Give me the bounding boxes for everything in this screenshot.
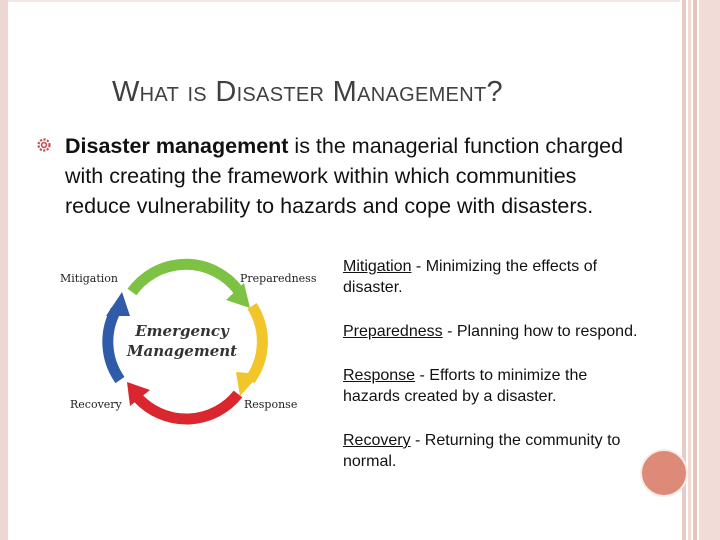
decorative-circle [640, 449, 688, 497]
phase-term: Response [343, 367, 416, 384]
phase-term: Preparedness [343, 323, 443, 340]
diagram-center-line-1: Emergency [135, 322, 229, 340]
slide-border-left [0, 0, 8, 540]
diagram-center-line-2: Management [126, 342, 238, 360]
diagram-label-recovery: Recovery [70, 398, 122, 411]
intro-paragraph [65, 131, 625, 221]
phase-desc: - Efforts to minimize the hazards created by a disaster. [343, 367, 588, 405]
slide-border-top [8, 0, 680, 2]
phase-list [343, 256, 643, 495]
phase-item-response [343, 365, 643, 407]
phase-desc: - Minimizing the effects of disaster. [343, 258, 598, 296]
intro-term: Disaster management [65, 134, 289, 158]
diagram-label-response: Response [244, 398, 298, 411]
phase-item-recovery [343, 430, 643, 472]
decor-stripe [699, 0, 720, 540]
phase-desc: - Planning how to respond. [442, 323, 638, 340]
intro-text: is the managerial function charged with creating the framework within which communities reduce vulnerability to hazards and cope with disasters. [65, 134, 624, 218]
diagram-label-preparedness: Preparedness [240, 272, 317, 285]
page-title: WHAT IS DISASTER MANAGEMENT? [112, 76, 503, 108]
gear-bullet-icon [36, 137, 52, 153]
phase-item-preparedness [343, 321, 643, 342]
decor-stripe [688, 0, 691, 540]
diagram-label-mitigation: Mitigation [60, 272, 118, 285]
phase-term: Recovery [343, 432, 411, 449]
emergency-management-cycle-diagram [54, 250, 318, 432]
phase-desc: - Returning the community to normal. [343, 432, 621, 470]
phase-term: Mitigation [343, 258, 412, 275]
phase-item-mitigation [343, 256, 643, 298]
decor-stripe [693, 0, 697, 540]
